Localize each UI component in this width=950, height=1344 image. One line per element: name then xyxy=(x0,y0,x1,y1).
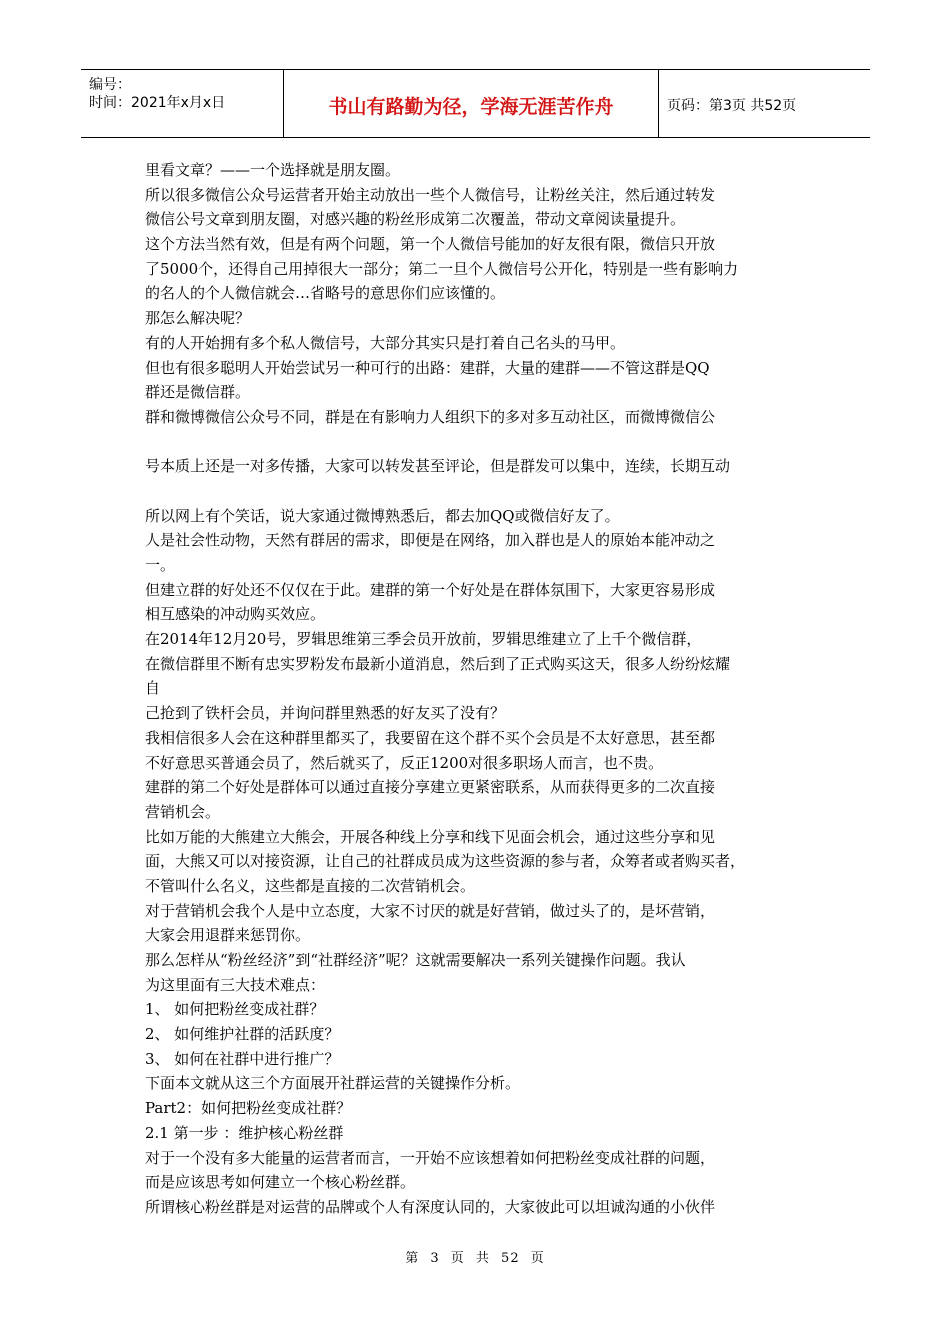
body-line: 己抢到了铁杆会员，并询问群里熟悉的好友买了没有？ xyxy=(145,704,506,723)
body-line: Part2：如何把粉丝变成社群？ xyxy=(145,1099,352,1118)
header-page-cell xyxy=(659,70,870,137)
body-line: 但建立群的好处还不仅仅在于此。建群的第一个好处是在群体氛围下，大家更容易形成 xyxy=(145,580,716,599)
body-line: 所以很多微信公众号运营者开始主动放出一些个人微信号，让粉丝关注，然后通过转发 xyxy=(145,185,716,204)
body-line: 下面本文就从这三个方面展开社群运营的关键操作分析。 xyxy=(145,1074,521,1093)
header-page-number: 页码：第3页 共52页 xyxy=(667,98,797,114)
body-line: 群和微博微信公众号不同，群是在有影响力人组织下的多对多互动社区，而微博微信公 xyxy=(145,407,716,426)
body-line: 对于营销机会我个人是中立态度，大家不讨厌的就是好营销，做过头了的，是坏营销， xyxy=(145,901,716,920)
body-line: 这个方法当然有效，但是有两个问题，第一个人微信号能加的好友很有限，微信只开放 xyxy=(145,235,716,254)
body-line: 一。 xyxy=(145,556,176,574)
body-line: 我相信很多人会在这种群里都买了，我要留在这个群不买个会员是不太好意思，甚至都 xyxy=(145,728,716,747)
header-info-cell xyxy=(81,70,284,137)
body-line: 所以网上有个笑话，说大家通过微博熟悉后，都去加QQ或微信好友了。 xyxy=(145,506,620,525)
body-line: 了5000个，还得自己用掉很大一部分；第二一旦个人微信号公开化，特别是一些有影响力 xyxy=(145,259,739,278)
body-line: 建群的第二个好处是群体可以通过直接分享建立更紧密联系，从而获得更多的二次直接 xyxy=(145,778,716,797)
body-line: 3、 如何在社群中进行推广？ xyxy=(145,1049,340,1068)
body-line: 在微信群里不断有忠实罗粉发布最新小道消息，然后到了正式购买这天，很多人纷纷炫耀 xyxy=(145,654,731,673)
body-line: 2.1 第一步 ：维护核心粉丝群 xyxy=(145,1123,344,1142)
body-line: 有的人开始拥有多个私人微信号，大部分其实只是打着自己名头的马甲。 xyxy=(145,333,626,352)
body-line: 在2014年12月20号，罗辑思维第三季会员开放前，罗辑思维建立了上千个微信群， xyxy=(145,630,702,649)
body-line: 不好意思买普通会员了，然后就买了，反正1200对很多职场人而言，也不贵。 xyxy=(145,753,664,772)
page-header xyxy=(81,69,870,138)
body-line: 那怎么解决呢？ xyxy=(145,309,251,328)
blank-line xyxy=(145,479,815,504)
body-line: 相互感染的冲动购买效应。 xyxy=(145,605,326,624)
body-line: 但也有很多聪明人开始尝试另一种可行的出路：建群，大量的建群——不管这群是QQ xyxy=(145,358,710,377)
body-line: 号本质上还是一对多传播，大家可以转发甚至评论，但是群发可以集中，连续，长期互动 xyxy=(145,457,731,476)
body-line: 2、 如何维护社群的活跃度？ xyxy=(145,1025,340,1044)
body-line: 对于一个没有多大能量的运营者而言，一开始不应该想着如何把粉丝变成社群的问题， xyxy=(145,1148,716,1167)
body-line: 微信公号文章到朋友圈，对感兴趣的粉丝形成第二次覆盖，带动文章阅读量提升。 xyxy=(145,210,686,229)
header-motto: 书山有路勤为径，学海无涯苦作舟 xyxy=(328,96,614,118)
body-line: 营销机会。 xyxy=(145,802,221,821)
body-line: 人是社会性动物，天然有群居的需求，即便是在网络，加入群也是人的原始本能冲动之 xyxy=(145,531,716,550)
body-line: 里看文章？——一个选择就是朋友圈。 xyxy=(145,161,401,179)
body-line: 比如万能的大熊建立大熊会，开展各种线上分享和线下见面会机会，通过这些分享和见 xyxy=(145,827,716,846)
document-code-label: 编号： xyxy=(89,77,131,93)
body-line: 那么怎样从“粉丝经济”到“社群经济”呢？这就需要解决一系列关键操作问题。我认 xyxy=(145,951,686,969)
document-body xyxy=(145,158,815,1220)
body-line: 而是应该思考如何建立一个核心粉丝群。 xyxy=(145,1173,416,1192)
body-line: 所谓核心粉丝群是对运营的品牌或个人有深度认同的，大家彼此可以坦诚沟通的小伙伴 xyxy=(145,1197,716,1216)
body-line: 不管叫什么名义，这些都是直接的二次营销机会。 xyxy=(145,876,476,895)
body-line: 为这里面有三大技术难点： xyxy=(145,975,326,994)
body-line: 1、 如何把粉丝变成社群？ xyxy=(145,1000,325,1019)
header-motto-cell xyxy=(284,70,659,137)
body-line: 大家会用退群来惩罚你。 xyxy=(145,926,311,945)
blank-line xyxy=(145,430,815,455)
document-date: 时间：2021年x月x日 xyxy=(89,95,226,111)
body-line: 面，大熊又可以对接资源，让自己的社群成员成为这些资源的参与者，众筹者或者购买者， xyxy=(145,852,746,871)
body-line: 群还是微信群。 xyxy=(145,383,251,402)
body-line: 自 xyxy=(145,679,161,698)
body-line: 的名人的个人微信就会…省略号的意思你们应该懂的。 xyxy=(145,284,506,303)
page-footer: 第 3 页 共 52 页 xyxy=(405,1251,545,1266)
